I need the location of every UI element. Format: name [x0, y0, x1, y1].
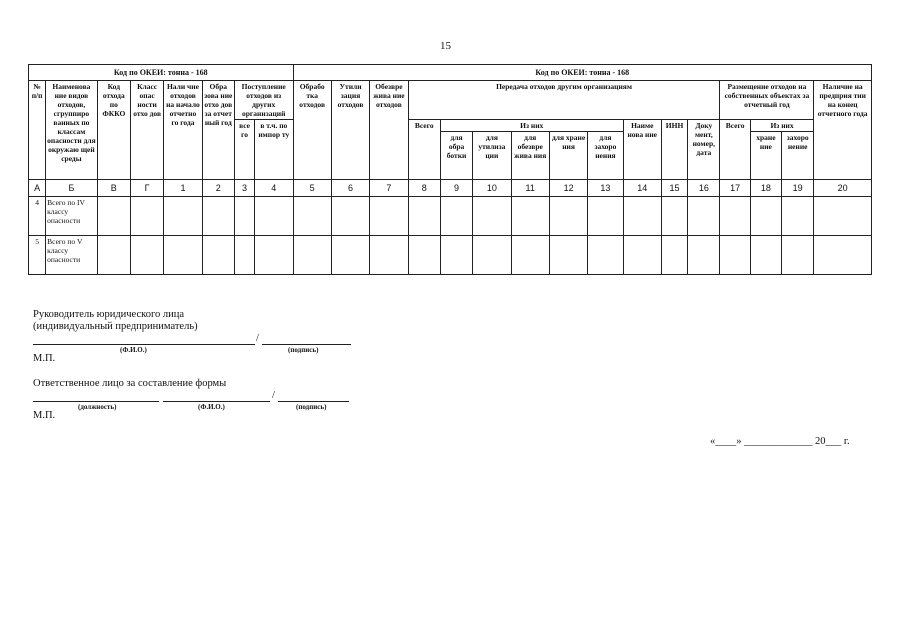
responsible-signature-caption: (подпись)	[296, 403, 327, 411]
cell[interactable]	[370, 197, 408, 236]
header-fkko: Код отхода по ФККО	[97, 81, 130, 180]
header-t-processing: для обра ботки	[440, 132, 472, 180]
cell[interactable]	[473, 236, 511, 275]
header-t-utilization: для утилиза ции	[473, 132, 511, 180]
slash: /	[256, 333, 259, 344]
column-code: 1	[164, 180, 202, 197]
row-number: 5	[29, 236, 46, 275]
cell[interactable]	[293, 197, 331, 236]
cell[interactable]	[588, 197, 623, 236]
column-code: В	[97, 180, 130, 197]
column-code: 13	[588, 180, 623, 197]
signature-caption: (подпись)	[288, 346, 319, 354]
cell[interactable]	[331, 236, 369, 275]
header-start: Нали чие отходов на начало отчетно го года	[164, 81, 202, 180]
page-number: 15	[440, 40, 451, 52]
cell[interactable]	[164, 236, 202, 275]
column-code: 12	[549, 180, 587, 197]
cell[interactable]	[202, 236, 234, 275]
fio-line[interactable]	[33, 344, 255, 345]
column-code: Б	[46, 180, 97, 197]
responsible-fio-caption: (Ф.И.О.)	[198, 403, 225, 411]
header-t-neutralization: для обезвре жива ния	[511, 132, 549, 180]
cell[interactable]	[750, 236, 781, 275]
slash-2: /	[272, 390, 275, 401]
signature-line[interactable]	[262, 344, 351, 345]
cell[interactable]	[588, 236, 623, 275]
column-code: 2	[202, 180, 234, 197]
column-code: 20	[814, 180, 872, 197]
position-line[interactable]	[33, 401, 159, 402]
okei-right: Код по ОКЕИ: тонна - 168	[293, 65, 872, 81]
column-code: А	[29, 180, 46, 197]
header-received: Поступление отходов из других организаций	[234, 81, 293, 120]
cell[interactable]	[623, 236, 661, 275]
cell[interactable]	[549, 197, 587, 236]
column-code: 10	[473, 180, 511, 197]
position-caption: (должность)	[78, 403, 117, 411]
header-t-storage: для хране ния	[549, 132, 587, 180]
cell[interactable]	[408, 236, 440, 275]
cell[interactable]	[331, 197, 369, 236]
column-code: 6	[331, 180, 369, 197]
cell[interactable]	[164, 197, 202, 236]
responsible-fio-line[interactable]	[163, 401, 270, 402]
cell[interactable]	[293, 236, 331, 275]
column-code: 16	[688, 180, 720, 197]
cell[interactable]	[511, 197, 549, 236]
head-title-line1: Руководитель юридического лица	[33, 309, 185, 320]
cell[interactable]	[549, 236, 587, 275]
cell[interactable]	[661, 236, 687, 275]
header-placement-of-which: Из них	[750, 120, 814, 132]
cell[interactable]	[782, 197, 814, 236]
row-name: Всего по V классу опасности	[46, 236, 97, 275]
cell[interactable]	[688, 197, 720, 236]
column-code: 3	[234, 180, 254, 197]
cell[interactable]	[97, 236, 130, 275]
cell[interactable]	[234, 236, 254, 275]
cell[interactable]	[720, 236, 750, 275]
column-code: 8	[408, 180, 440, 197]
header-class: Класс опас ности отхо дов	[130, 81, 163, 180]
responsible-signature-line[interactable]	[278, 401, 349, 402]
header-burial: захоро нение	[782, 132, 814, 180]
cell[interactable]	[97, 197, 130, 236]
header-of-which: Из них	[440, 120, 623, 132]
column-code: 5	[293, 180, 331, 197]
header-org-name: Наиме нова ние	[623, 120, 661, 180]
header-received-all: все го	[234, 120, 254, 180]
stamp-label-2: М.П.	[33, 410, 56, 421]
column-code: 19	[782, 180, 814, 197]
header-placement: Размещение отходов на собственных объектах за отчетный год	[720, 81, 814, 120]
row-name: Всего по IV классу опасности	[46, 197, 97, 236]
cell[interactable]	[440, 197, 472, 236]
date-field[interactable]: «____» _____________ 20___ г.	[710, 436, 850, 447]
header-end: Наличие на предприя тии на конец отчетного года	[814, 81, 872, 180]
stamp-label: М.П.	[33, 353, 56, 364]
column-code: 15	[661, 180, 687, 197]
cell[interactable]	[255, 197, 293, 236]
cell[interactable]	[130, 197, 163, 236]
cell[interactable]	[814, 197, 872, 236]
row-number: 4	[29, 197, 46, 236]
responsible-title: Ответственное лицо за составление формы	[33, 378, 227, 389]
header-processing: Обрабо тка отходов	[293, 81, 331, 180]
column-code: 7	[370, 180, 408, 197]
header-utilization: Утили зация отходов	[331, 81, 369, 180]
cell[interactable]	[623, 197, 661, 236]
cell[interactable]	[661, 197, 687, 236]
header-t-burial: для захоро нения	[588, 132, 623, 180]
table-row	[29, 197, 872, 236]
header-transfer: Передача отходов другим организациям	[408, 81, 720, 120]
header-inn: ИНН	[661, 120, 687, 180]
column-code: 14	[623, 180, 661, 197]
header-formed: Обра зова ние отхо дов за отчет ный год	[202, 81, 234, 180]
column-code: 17	[720, 180, 750, 197]
cell[interactable]	[255, 236, 293, 275]
okei-left: Код по ОКЕИ: тонна - 168	[29, 65, 294, 81]
fio-caption: (Ф.И.О.)	[120, 346, 147, 354]
cell[interactable]	[750, 197, 781, 236]
table-row	[29, 236, 872, 275]
header-transfer-total: Всего	[408, 120, 440, 180]
cell[interactable]	[234, 197, 254, 236]
cell[interactable]	[408, 197, 440, 236]
cell[interactable]	[720, 197, 750, 236]
cell[interactable]	[370, 236, 408, 275]
waste-report-table	[28, 64, 872, 275]
header-document: Доку мент, номер, дата	[688, 120, 720, 180]
column-code: 4	[255, 180, 293, 197]
cell[interactable]	[688, 236, 720, 275]
header-num: № п/п	[29, 81, 46, 180]
cell[interactable]	[473, 197, 511, 236]
column-code: Г	[130, 180, 163, 197]
column-code: 9	[440, 180, 472, 197]
header-received-import: в т.ч. по импор ту	[255, 120, 293, 180]
header-neutralization: Обезвре жива ние отходов	[370, 81, 408, 180]
header-name: Наименова ние видов отходов, сгруппиро ванных по классам опасности для окружаю щей среды	[46, 81, 97, 180]
head-title-line2: (индивидуальный предприниматель)	[33, 321, 198, 332]
cell[interactable]	[202, 197, 234, 236]
column-code: 11	[511, 180, 549, 197]
cell[interactable]	[440, 236, 472, 275]
column-code: 18	[750, 180, 781, 197]
header-placement-total: Всего	[720, 120, 750, 180]
cell[interactable]	[130, 236, 163, 275]
header-storage: хране ние	[750, 132, 781, 180]
cell[interactable]	[511, 236, 549, 275]
cell[interactable]	[782, 236, 814, 275]
cell[interactable]	[814, 236, 872, 275]
